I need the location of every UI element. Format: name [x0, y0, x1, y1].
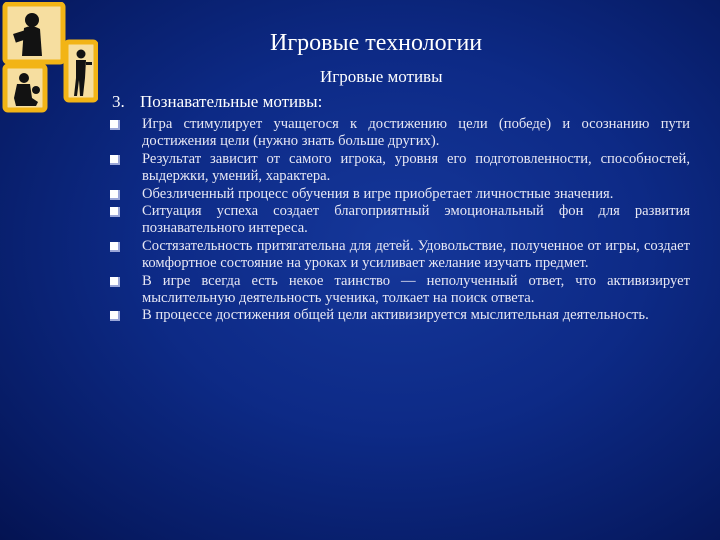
list-item	[110, 186, 690, 203]
section-heading	[112, 92, 322, 112]
slide-subtitle: Игровые мотивы	[320, 67, 443, 86]
square-bullet-icon	[110, 190, 120, 200]
slide-title: Игровые технологии	[270, 30, 483, 56]
children-silhouettes-logo-icon	[2, 2, 98, 114]
bullet-text: Обезличенный процесс обучения в игре приобретает личностные значения.	[142, 185, 614, 202]
section-heading-text: Познавательные мотивы:	[140, 92, 323, 111]
bullet-text: Результат зависит от самого игрока, уровня его подготовленности, способностей, выдержки, умений, характера.	[142, 150, 690, 185]
square-bullet-icon	[110, 207, 120, 217]
list-item	[110, 151, 690, 186]
bullet-text: В процессе достижения общей цели активизируется мыслительная деятельность.	[142, 307, 649, 324]
bullet-text: Игра стимулирует учащегося к достижению цели (победе) и осознанию пути достижения цели (нужно знать больше других).	[142, 116, 690, 150]
bullet-text: Состязательность притягательна для детей. Удовольствие, полученное от игры, создает комфортное состояние на уроках и усиливает желание изучать предмет.	[142, 237, 690, 272]
square-bullet-icon	[110, 242, 120, 252]
list-item	[110, 307, 690, 324]
square-bullet-icon	[110, 155, 120, 165]
square-bullet-icon	[110, 120, 120, 130]
list-item	[110, 273, 690, 308]
square-bullet-icon	[110, 311, 120, 321]
bullet-text: В игре всегда есть некое таинство — неполученный ответ, что активизирует мыслительную деятельность ученика, толкает на поиск ответа.	[142, 272, 690, 307]
bullet-text: Ситуация успеха создает благоприятный эмоциональный фон для развития познавательного интереса.	[142, 203, 690, 237]
section-number: 3.	[112, 92, 125, 111]
list-item	[110, 238, 690, 273]
list-item	[110, 116, 690, 151]
bullet-list	[110, 116, 690, 325]
list-item	[110, 203, 690, 238]
square-bullet-icon	[110, 277, 120, 287]
